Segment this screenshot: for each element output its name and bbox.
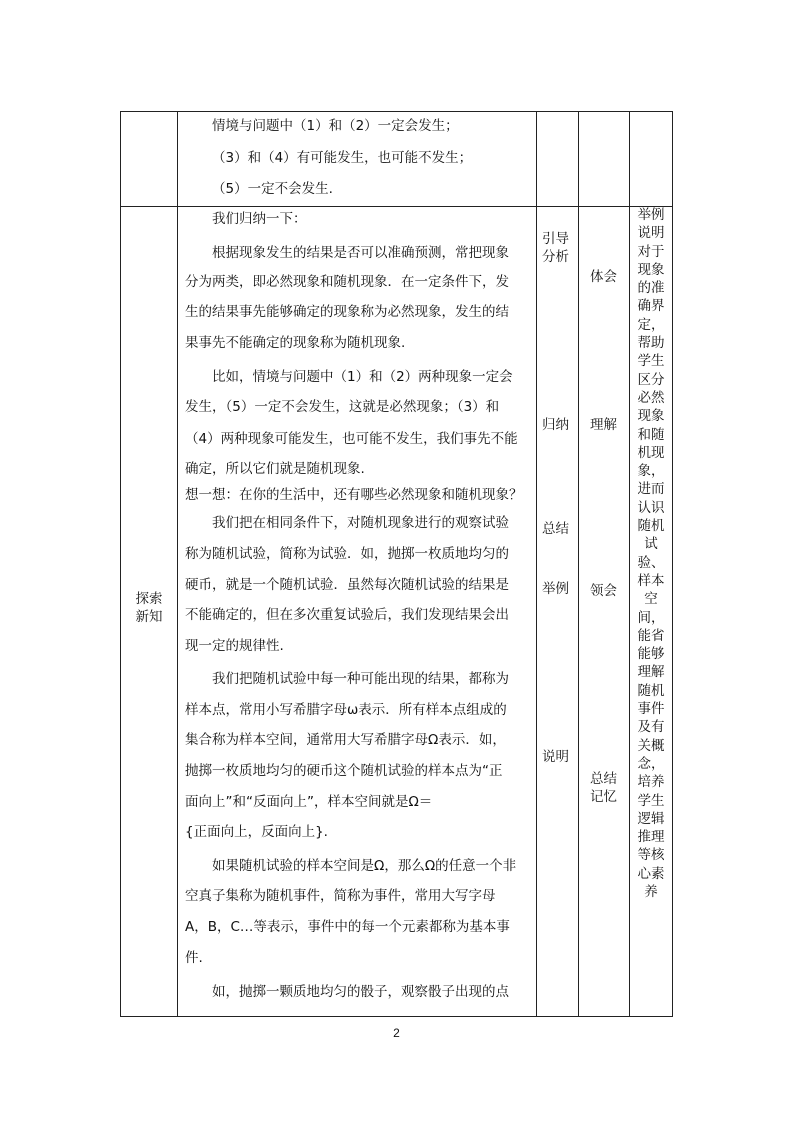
table-left-border <box>120 111 121 1017</box>
content-line: 果事先不能确定的现象称为随机现象. <box>185 335 406 351</box>
intent-fragment: 和随 <box>637 426 665 443</box>
intent-fragment: 理解 <box>637 664 665 681</box>
intent-fragment: 关概 <box>637 737 665 754</box>
intent-fragment: 空 <box>644 591 658 608</box>
intent-fragment: 机现 <box>637 444 665 461</box>
intent-fragment: 能够 <box>637 646 665 663</box>
content-line: 发生，（5）一定不会发生，这就是必然现象；（3）和 <box>185 399 500 415</box>
row-divider <box>120 206 673 207</box>
column-divider-1 <box>177 111 178 1017</box>
content-line: 硬币，就是一个随机试验．虽然每次随机试验的结果是 <box>185 577 509 593</box>
content-line: （4）两种现象可能发生，也可能不发生，我们事先不能 <box>185 431 518 447</box>
intent-fragment: 的准 <box>637 280 665 297</box>
content-line: 我们把在相同条件下，对随机现象进行的观察试验 <box>212 515 509 531</box>
content-line: 根据现象发生的结果是否可以准确预测，常把现象 <box>212 245 509 261</box>
design-intent <box>630 206 672 901</box>
content-line: 抛掷一枚质地均匀的硬币这个随机试验的样本点为“正 <box>185 763 503 779</box>
content-line: 如果随机试验的样本空间是Ω，那么Ω的任意一个非 <box>212 858 517 874</box>
intent-fragment: 验、 <box>637 554 665 571</box>
intent-fragment: 进而 <box>637 481 665 498</box>
intent-fragment: 培养 <box>637 774 665 791</box>
content-line: 比如，情境与问题中（1）和（2）两种现象一定会 <box>212 369 513 385</box>
content-line: 我们归纳一下： <box>212 211 307 227</box>
row1-line-1: 情境与问题中（1）和（2）一定会发生； <box>212 118 459 134</box>
content-line: 我们把随机试验中每一种可能出现的结果，都称为 <box>212 671 509 687</box>
intent-fragment: 区分 <box>637 371 665 388</box>
teacher-activity: 分析 <box>542 249 569 265</box>
content-line: 称为随机试验，简称为试验．如，抛掷一枚质地均匀的 <box>185 546 509 562</box>
content-line: 现一定的规律性. <box>185 638 284 654</box>
content-line: 集合称为样本空间，通常用大写希腊字母Ω表示．如， <box>185 732 506 748</box>
content-line: 件. <box>185 950 203 966</box>
section-label <box>121 590 177 627</box>
intent-fragment: 象， <box>637 463 665 480</box>
intent-fragment: 心素 <box>637 865 665 882</box>
intent-fragment: 确界 <box>637 298 665 315</box>
content-line: 样本点，常用小写希腊字母ω表示．所有样本点组成的 <box>185 702 507 718</box>
table-right-border <box>672 111 673 1017</box>
intent-fragment: 事件 <box>637 701 665 718</box>
content-line: 如，抛掷一颗质地均匀的骰子，观察骰子出现的点 <box>212 984 509 1000</box>
table-top-border <box>120 111 673 112</box>
content-line: A，B，C…等表示，事件中的每一个元素都称为基本事 <box>185 919 510 935</box>
teacher-activity: 总结 <box>542 521 569 537</box>
intent-fragment: 定， <box>637 316 665 333</box>
intent-fragment: 逻辑 <box>637 810 665 827</box>
content-line: 不能确定的，但在多次重复试验后，我们发现结果会出 <box>185 607 509 623</box>
intent-fragment: 举例 <box>637 207 665 223</box>
table-bottom-border <box>120 1016 673 1017</box>
content-line: 想一想：在你的生活中，还有哪些必然现象和随机现象？ <box>185 487 523 503</box>
page-number: 2 <box>393 1026 400 1040</box>
intent-fragment: 现象 <box>637 261 665 278</box>
row1-line-3: （5）一定不会发生. <box>212 181 333 197</box>
student-activity: 体会 <box>590 269 617 285</box>
intent-fragment: 样本 <box>637 572 665 589</box>
intent-fragment: 现象 <box>637 408 665 425</box>
teacher-activity: 举例 <box>542 581 569 597</box>
content-line: {正面向上，反面向上}. <box>185 824 328 840</box>
content-line: 分为两类，即必然现象和随机现象．在一定条件下，发 <box>185 274 509 290</box>
student-activity: 理解 <box>590 417 617 433</box>
section-label-line2: 新知 <box>135 609 163 626</box>
intent-fragment: 推理 <box>637 829 665 846</box>
intent-fragment: 间， <box>637 609 665 626</box>
intent-fragment: 及有 <box>637 719 665 736</box>
intent-fragment: 能省 <box>637 627 665 644</box>
teacher-activity: 归纳 <box>542 417 569 433</box>
intent-fragment: 说明 <box>637 225 665 242</box>
column-divider-2 <box>536 111 537 1017</box>
intent-fragment: 试 <box>644 536 658 553</box>
intent-fragment: 必然 <box>637 389 665 406</box>
intent-fragment: 等核 <box>637 847 665 864</box>
intent-fragment: 养 <box>644 883 658 900</box>
intent-fragment: 学生 <box>637 353 665 370</box>
row1-line-2: （3）和（4）有可能发生，也可能不发生； <box>212 150 473 166</box>
intent-fragment: 念， <box>637 755 665 772</box>
teacher-activity: 引导 <box>542 231 569 247</box>
content-line: 面向上”和“反面向上”，样本空间就是Ω＝ <box>185 794 433 810</box>
student-activity: 领会 <box>590 583 617 599</box>
teacher-activity: 说明 <box>542 749 569 765</box>
intent-fragment: 对于 <box>637 243 665 260</box>
student-activity: 总结 <box>590 771 617 787</box>
section-label-line1: 探索 <box>135 591 163 607</box>
intent-fragment: 随机 <box>637 518 665 535</box>
intent-fragment: 认识 <box>637 499 665 516</box>
content-line: 确定，所以它们就是随机现象. <box>185 461 365 477</box>
intent-fragment: 学生 <box>637 792 665 809</box>
intent-fragment: 帮助 <box>637 335 665 352</box>
student-activity: 记忆 <box>590 789 617 805</box>
intent-fragment: 随机 <box>637 682 665 699</box>
column-divider-3 <box>578 111 579 1017</box>
content-line: 空真子集称为随机事件，简称为事件，常用大写字母 <box>185 888 496 904</box>
content-line: 生的结果事先能够确定的现象称为必然现象，发生的结 <box>185 304 509 320</box>
